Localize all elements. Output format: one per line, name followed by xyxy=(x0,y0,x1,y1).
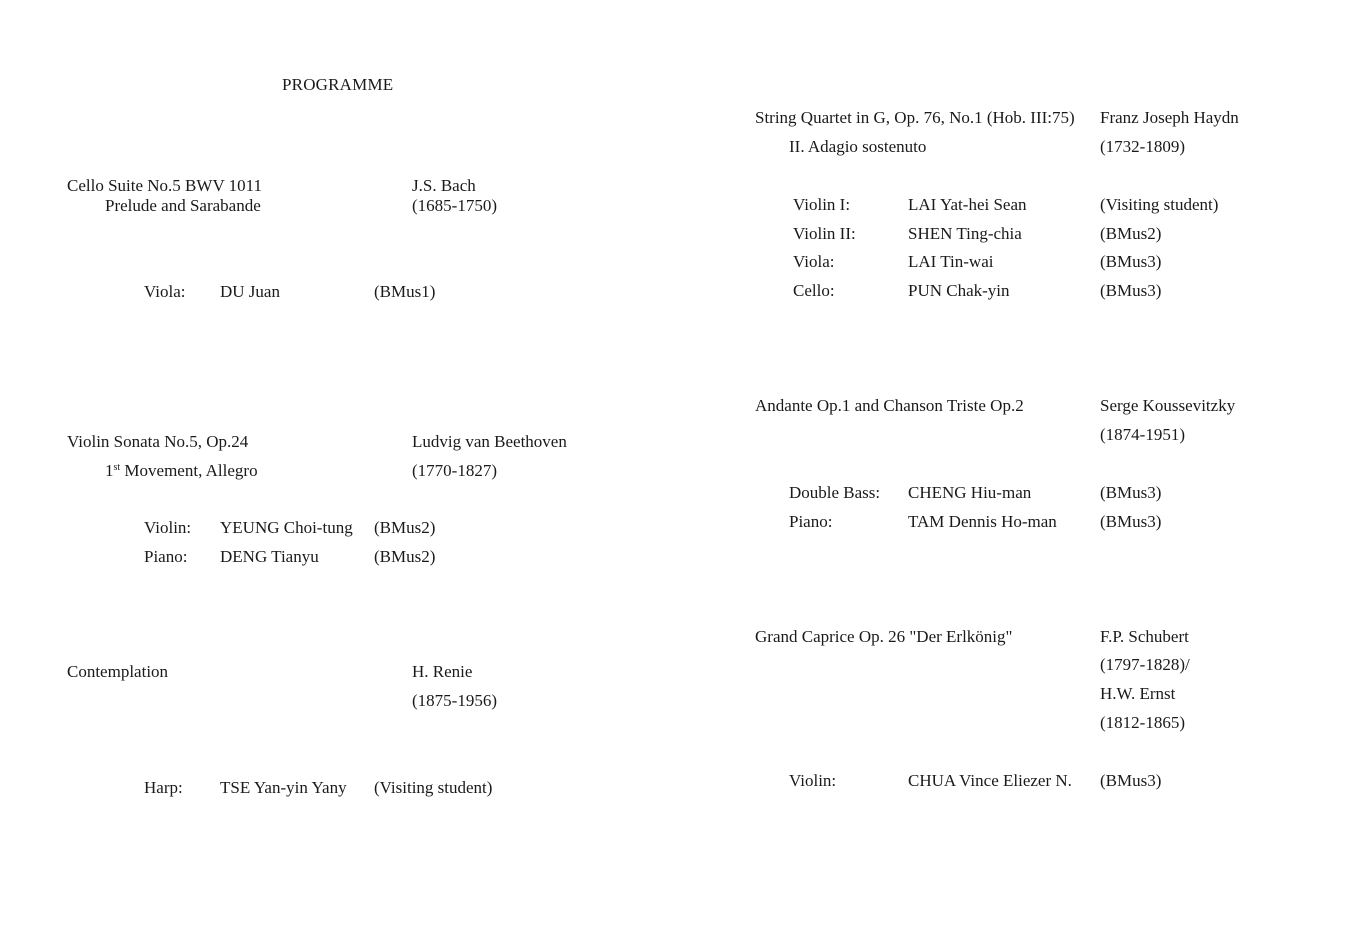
schubert-piece-title: Grand Caprice Op. 26 "Der Erlkönig" xyxy=(755,627,1013,646)
haydn-performer-year: (BMus3) xyxy=(1100,281,1162,300)
beethoven-composer: Ludvig van Beethoven xyxy=(412,432,567,451)
bach-performer-name: DU Juan xyxy=(220,282,280,301)
renie-piece-title: Contemplation xyxy=(67,662,169,681)
koussevitzky-composer: Serge Koussevitzky xyxy=(1100,396,1236,415)
bach-movement: Prelude and Sarabande xyxy=(105,196,261,215)
koussevitzky-performer-instrument: Double Bass: xyxy=(789,483,881,502)
koussevitzky-performer-year: (BMus3) xyxy=(1100,512,1162,531)
ernst-composer: H.W. Ernst xyxy=(1100,684,1176,703)
koussevitzky-performer-name: TAM Dennis Ho-man xyxy=(908,512,1057,531)
beethoven-dates: (1770-1827) xyxy=(412,461,497,480)
koussevitzky-performer-name: CHENG Hiu-man xyxy=(908,483,1032,502)
haydn-performer-instrument: Cello: xyxy=(793,281,835,300)
renie-performer-instrument: Harp: xyxy=(144,778,183,797)
haydn-performer-name: SHEN Ting-chia xyxy=(908,224,1022,243)
koussevitzky-piece-title: Andante Op.1 and Chanson Triste Op.2 xyxy=(755,396,1024,415)
beethoven-performer-instrument: Violin: xyxy=(144,518,192,537)
haydn-composer: Franz Joseph Haydn xyxy=(1100,108,1239,127)
beethoven-performer-instrument: Piano: xyxy=(144,547,188,566)
ernst-dates: (1812-1865) xyxy=(1100,713,1185,732)
schubert-composer: F.P. Schubert xyxy=(1100,627,1189,646)
beethoven-performer-year: (BMus2) xyxy=(374,547,436,566)
beethoven-piece-title: Violin Sonata No.5, Op.24 xyxy=(67,432,249,451)
beethoven-performer-name: DENG Tianyu xyxy=(220,547,319,566)
haydn-performer-name: LAI Yat-hei Sean xyxy=(908,195,1027,214)
bach-piece-title: Cello Suite No.5 BWV 1011 xyxy=(67,176,263,195)
renie-composer: H. Renie xyxy=(412,662,473,681)
renie-performer-name: TSE Yan-yin Yany xyxy=(220,778,347,797)
bach-composer: J.S. Bach xyxy=(412,176,476,195)
haydn-performer-year: (Visiting student) xyxy=(1100,195,1219,214)
haydn-performer-instrument: Violin II: xyxy=(793,224,856,243)
bach-performer-year: (BMus1) xyxy=(374,282,436,301)
koussevitzky-performer-year: (BMus3) xyxy=(1100,483,1162,502)
beethoven-movement: 1st Movement, Allegro xyxy=(105,461,258,480)
programme-heading: PROGRAMME xyxy=(282,75,394,94)
beethoven-performer-year: (BMus2) xyxy=(374,518,436,537)
haydn-performer-year: (BMus2) xyxy=(1100,224,1162,243)
bach-performer-instrument: Viola: xyxy=(144,282,186,301)
haydn-performer-instrument: Violin I: xyxy=(793,195,851,214)
renie-performer-year: (Visiting student) xyxy=(374,778,493,797)
renie-dates: (1875-1956) xyxy=(412,691,497,710)
haydn-piece-title: String Quartet in G, Op. 76, No.1 (Hob. III:75) xyxy=(755,108,1075,127)
haydn-dates: (1732-1809) xyxy=(1100,137,1185,156)
haydn-performer-year: (BMus3) xyxy=(1100,252,1162,271)
haydn-performer-name: LAI Tin-wai xyxy=(908,252,994,271)
koussevitzky-dates: (1874-1951) xyxy=(1100,425,1185,444)
beethoven-performer-name: YEUNG Choi-tung xyxy=(220,518,353,537)
bach-dates: (1685-1750) xyxy=(412,196,497,215)
koussevitzky-performer-instrument: Piano: xyxy=(789,512,833,531)
haydn-performer-instrument: Viola: xyxy=(793,252,835,271)
schubert-performer-year: (BMus3) xyxy=(1100,771,1162,790)
schubert-dates: (1797-1828)/ xyxy=(1100,655,1190,674)
schubert-performer-name: CHUA Vince Eliezer N. xyxy=(908,771,1072,790)
haydn-performer-name: PUN Chak-yin xyxy=(908,281,1010,300)
schubert-performer-instrument: Violin: xyxy=(789,771,837,790)
haydn-movement: II. Adagio sostenuto xyxy=(789,137,927,156)
